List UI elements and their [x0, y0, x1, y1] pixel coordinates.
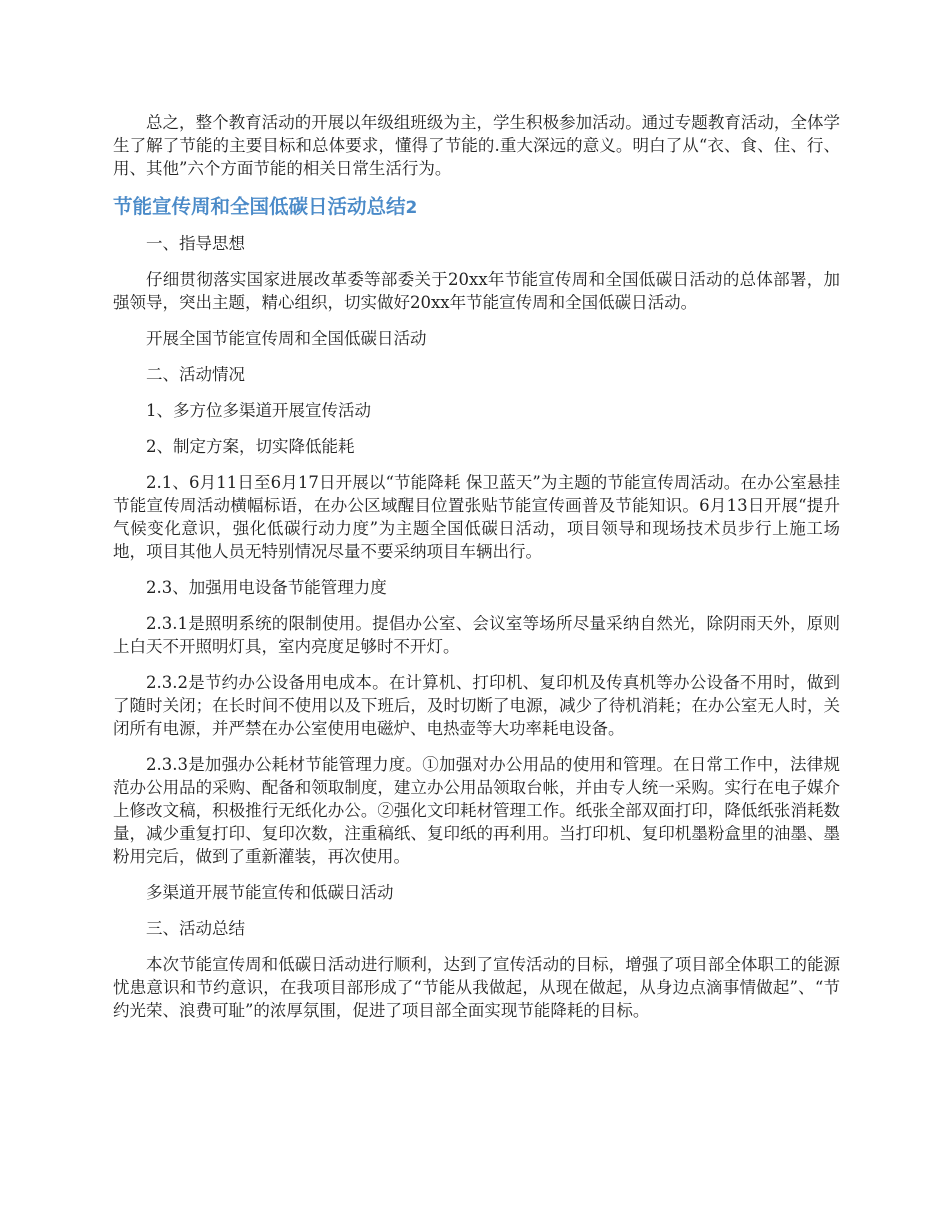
- subheading-guiding-ideology: 一、指导思想: [146, 234, 245, 253]
- paragraph-guiding-ideology: 仔细贯彻落实国家进展改革委等部委关于20xx年节能宣传周和全国低碳日活动的总体部署，加强领导，突出主题，精心组织，切实做好20xx年节能宣传周和全国低碳日活动。: [113, 270, 840, 312]
- paragraph-summary: 本次节能宣传周和低碳日活动进行顺利，达到了宣传活动的目标，增强了项目部全体职工的能源忧患意识和节约意识，在我项目部形成了“节能从我做起，从现在做起，从身边点滴事情做起”、“节约光荣、浪费可耻”的浓厚氛围，促进了项目部全面实现节能降耗的目标。: [113, 955, 840, 1020]
- paragraph-multichannel: 多渠道开展节能宣传和低碳日活动: [146, 883, 394, 902]
- subheading-activity-status: 二、活动情况: [146, 365, 245, 384]
- list-item-publicity: 1、多方位多渠道开展宣传活动: [146, 401, 371, 420]
- subheading-summary: 三、活动总结: [146, 919, 245, 938]
- subheading-2-3: 2.3、加强用电设备节能管理力度: [146, 578, 387, 597]
- document-page: [113, 111, 840, 1035]
- intro-paragraph: 总之，整个教育活动的开展以年级组班级为主，学生积极参加活动。通过专题教育活动，全体学生了解了节能的主要目标和总体要求，懂得了节能的.重大深远的意义。明白了从“衣、食、住、行、用、其他”六个方面节能的相关日常生活行为。: [113, 113, 840, 178]
- paragraph-2-3-1: 2.3.1是照明系统的限制使用。提倡办公室、会议室等场所尽量采纳自然光，除阴雨天外，原则上白天不开照明灯具，室内亮度足够时不开灯。: [113, 614, 840, 656]
- list-item-plan: 2、制定方案，切实降低能耗: [146, 437, 355, 456]
- paragraph-2-3-3: 2.3.3是加强办公耗材节能管理力度。①加强对办公用品的使用和管理。在日常工作中，法律规范办公用品的采购、配备和领取制度，建立办公用品领取台帐，并由专人统一采购。实行在电子媒介上修改文稿，积极推行无纸化办公。②强化文印耗材管理工作。纸张全部双面打印，降低纸张消耗数量，减少重复打印、复印次数，注重稿纸、复印纸的再利用。当打印机、复印机墨粉盒里的油墨、墨粉用完后，做到了重新灌装，再次使用。: [113, 755, 840, 866]
- paragraph-2-3-2: 2.3.2是节约办公设备用电成本。在计算机、打印机、复印机及传真机等办公设备不用时，做到了随时关闭；在长时间不使用以及下班后，及时切断了电源，减少了待机消耗；在办公室无人时，关闭所有电源，并严禁在办公室使用电磁炉、电热壶等大功率耗电设备。: [113, 673, 840, 738]
- paragraph-2-1: 2.1、6月11日至6月17日开展以“节能降耗 保卫蓝天”为主题的节能宣传周活动。在办公室悬挂节能宣传周活动横幅标语，在办公区域醒目位置张贴节能宣传画普及节能知识。6月13日开展“提升气候变化意识，强化低碳行动力度”为主题全国低碳日活动，项目领导和现场技术员步行上施工场地，项目其他人员无特别情况尽量不要采纳项目车辆出行。: [113, 473, 840, 561]
- paragraph-activity-intro: 开展全国节能宣传周和全国低碳日活动: [146, 329, 427, 348]
- section-heading: [113, 193, 840, 222]
- section-title: 节能宣传周和全国低碳日活动总结: [113, 195, 406, 218]
- section-number: 2: [405, 198, 418, 218]
